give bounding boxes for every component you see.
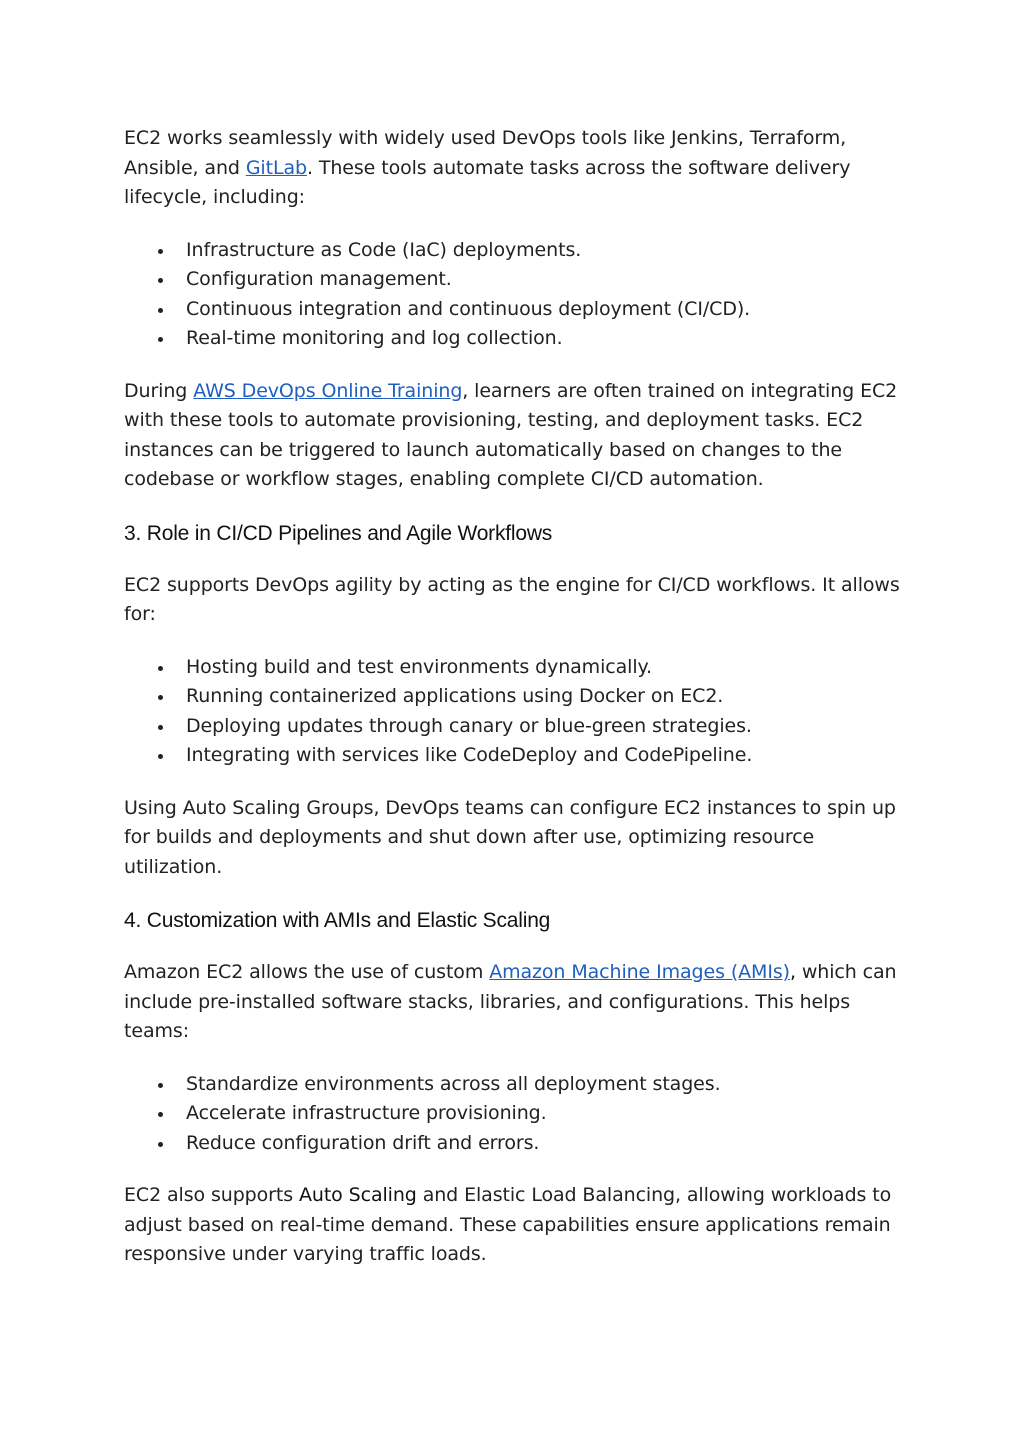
section-4-intro-start: Amazon EC2 allows the use of custom <box>124 961 490 983</box>
amazon-machine-images-link[interactable]: Amazon Machine Images (AMIs) <box>489 961 790 983</box>
section-4-outro-end: and Elastic Load Balancing, allowing workloads to adjust based on real-time demand. These capabilities ensure applications remain responsive under varying traffic loads. <box>124 1184 892 1265</box>
section-4-intro-comma: , <box>789 961 796 983</box>
section-4-outro <box>124 1181 914 1270</box>
list-item: Running containerized applications using Docker on EC2. <box>186 682 914 712</box>
section-3-outro: Using Auto Scaling Groups, DevOps teams can configure EC2 instances to spin up for builds and deployments and shut down after use, optimizing resource utilization. <box>124 796 896 878</box>
document-page <box>124 124 914 1270</box>
ami-benefits-list <box>124 1070 914 1159</box>
list-item: Infrastructure as Code (IaC) deployments. <box>186 236 914 266</box>
section-3-heading: 3. Role in CI/CD Pipelines and Agile Workflows <box>124 521 553 545</box>
list-item: Real-time monitoring and log collection. <box>186 324 914 354</box>
list-item: Deploying updates through canary or blue-green strategies. <box>186 712 914 742</box>
intro-text-end: . These tools automate tasks across the software delivery lifecycle, including: <box>124 156 851 208</box>
list-item: Integrating with services like CodeDeploy and CodePipeline. <box>186 741 914 771</box>
list-item: Configuration management. <box>186 265 914 295</box>
cicd-capabilities-list <box>124 653 914 771</box>
aws-devops-training-link[interactable]: AWS DevOps Online Training <box>193 379 463 402</box>
training-text-start: During <box>124 379 194 402</box>
auto-scaling-highlight: Auto Scaling <box>298 1184 417 1206</box>
list-item: Continuous integration and continuous deployment (CI/CD). <box>186 295 914 325</box>
intro-text-start: EC2 works seamlessly with widely used DevOps tools like Jenkins, Terraform, Ansible, and <box>124 127 847 179</box>
devops-tasks-list <box>124 236 914 354</box>
intro-paragraph <box>124 124 914 213</box>
section-4-heading: 4. Customization with AMIs and Elastic Scaling <box>124 909 551 932</box>
list-item: Reduce configuration drift and errors. <box>186 1129 914 1159</box>
training-text-end: , learners are often trained on integrating EC2 with these tools to automate provisioning, testing, and deployment tasks. EC2 instances can be triggered to launch automatically based on changes to the codebase or workflow stages, enabling complete CI/CD automation. <box>124 379 898 490</box>
section-3-intro: EC2 supports DevOps agility by acting as the engine for CI/CD workflows. It allows for: <box>124 573 900 625</box>
training-paragraph <box>124 377 914 495</box>
section-4-intro-end: which can include pre-installed software stacks, libraries, and configurations. This helps teams: <box>124 961 897 1042</box>
gitlab-link[interactable]: GitLab <box>245 156 307 179</box>
section-4-outro-start: EC2 also supports <box>124 1184 299 1206</box>
section-4-intro <box>124 958 914 1047</box>
list-item: Hosting build and test environments dynamically. <box>186 653 914 683</box>
list-item: Standardize environments across all deployment stages. <box>186 1070 914 1100</box>
list-item: Accelerate infrastructure provisioning. <box>186 1099 914 1129</box>
